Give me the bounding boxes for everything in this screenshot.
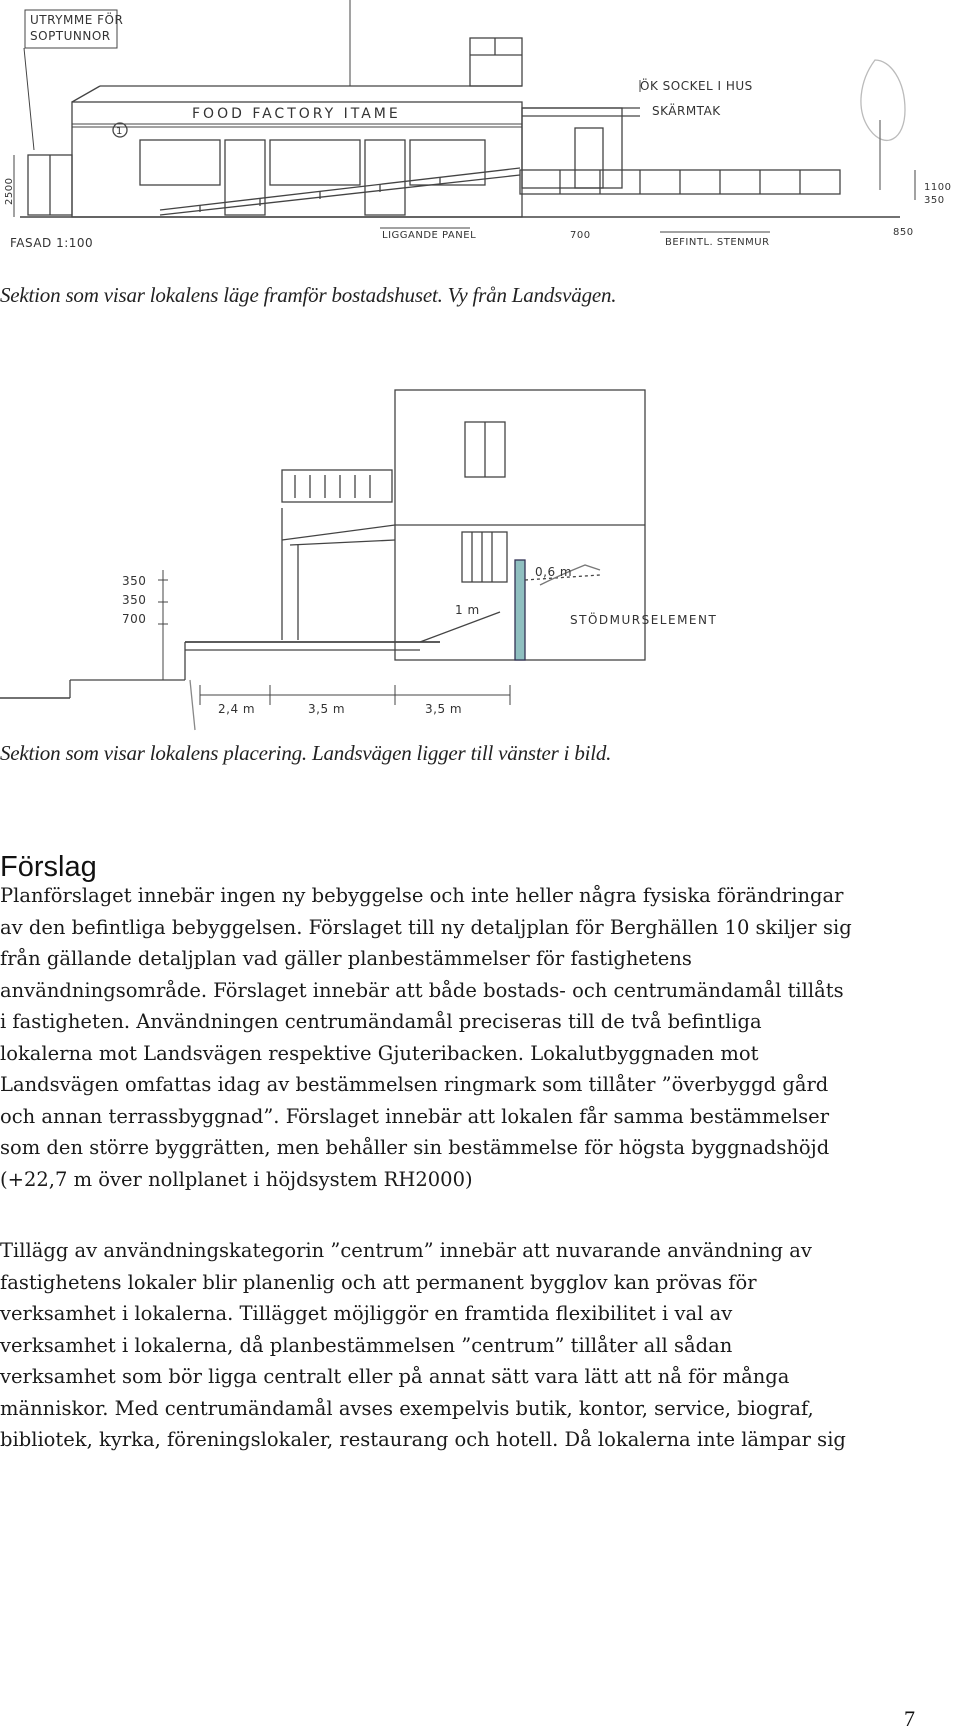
label-sockel: ÖK SOCKEL I HUS [640, 79, 753, 93]
label-skarmtak: SKÄRMTAK [652, 104, 721, 118]
dim-700: 700 [122, 612, 147, 626]
width-3-5-b: 3,5 m [425, 702, 463, 716]
section-heading: Förslag [0, 851, 97, 883]
paragraph-1 [0, 880, 955, 1195]
para1-line: av den befintliga bebyggelsen. Förslaget till ny detaljplan för Berghällen 10 skiljer sig [0, 915, 852, 939]
label-stodmur: STÖDMURSELEMENT [570, 613, 718, 627]
para2-line: människor. Med centrumändamål avses exempelvis butik, kontor, service, biograf, [0, 1396, 814, 1420]
label-fasad: FASAD 1:100 [10, 236, 94, 250]
para1-line: från gällande detaljplan vad gäller planbestämmelser för fastighetens [0, 947, 692, 970]
label-trash-1: UTRYMME FÖR [30, 13, 124, 27]
para1-line: och annan terrassbyggnad”. Förslaget innebär att lokalen får samma bestämmelser [0, 1104, 830, 1128]
label-850: 850 [893, 227, 914, 238]
dim-1100: 1100 [924, 182, 952, 193]
label-sign: FOOD FACTORY ITAME [192, 106, 401, 122]
height-0-6: 0,6 m [535, 565, 573, 579]
width-2-4: 2,4 m [218, 702, 256, 716]
para1-line: i fastigheten. Användningen centrumändamål preciseras till de två befintliga [0, 1010, 762, 1033]
caption-section: Sektion som visar lokalens placering. Landsvägen ligger till vänster i bild. [0, 741, 612, 765]
label-700: 700 [570, 230, 591, 241]
para1-line: användningsområde. Förslaget innebär att både bostads- och centrumändamål tillåts [0, 978, 844, 1002]
dim-350-a: 350 [122, 574, 147, 588]
para1-line: som den större byggrätten, men behåller sin bestämmelse för högsta byggnadshöjd [0, 1136, 830, 1159]
dim-350: 350 [924, 195, 945, 206]
label-trash-2: SOPTUNNOR [30, 29, 111, 43]
para1-line: Landsvägen omfattas idag av bestämmelsen ringmark som tillåter ”överbyggd gård [0, 1073, 829, 1096]
para2-line: Tillägg av användningskategorin ”centrum” innebär att nuvarande användning av [0, 1239, 812, 1262]
para2-line: verksamhet som bör ligga centralt eller på annat sätt vara lätt att nå för många [0, 1365, 790, 1388]
para2-line: bibliotek, kyrka, föreningslokaler, restaurang och hotell. Då lokalerna inte lämpar sig [0, 1428, 846, 1451]
para2-line: fastighetens lokaler blir planenlig och att permanent bygglov kan prövas för [0, 1270, 757, 1294]
dim-2500: 2500 [4, 177, 15, 205]
label-stenmur: BEFINTL. STENMUR [665, 237, 770, 248]
marker-1: 1 [116, 126, 123, 137]
para1-line: (+22,7 m över nollplanet i höjdsystem RH2000) [0, 1167, 473, 1191]
dim-350-b: 350 [122, 593, 147, 607]
para2-line: verksamhet i lokalerna, då planbestämmelsen ”centrum” tillåter all sådan [0, 1333, 733, 1357]
label-panel: LIGGANDE PANEL [382, 230, 477, 241]
para2-line: verksamhet i lokalerna. Tillägget möjliggör en framtida flexibilitet i val av [0, 1302, 733, 1325]
width-3-5-a: 3,5 m [308, 702, 346, 716]
caption-facade: Sektion som visar lokalens läge framför bostadshuset. Vy från Landsvägen. [0, 283, 617, 307]
paragraph-2 [0, 1235, 955, 1456]
facade-drawing [0, 0, 960, 260]
para1-line: Planförslaget innebär ingen ny bebyggelse och inte heller några fysiska förändringar [0, 884, 844, 907]
height-1: 1 m [455, 603, 480, 617]
page-number: 7 [904, 1706, 915, 1731]
para1-line: lokalerna mot Landsvägen respektive Gjuteribacken. Lokalutbyggnaden mot [0, 1041, 759, 1065]
section-drawing [0, 380, 720, 740]
